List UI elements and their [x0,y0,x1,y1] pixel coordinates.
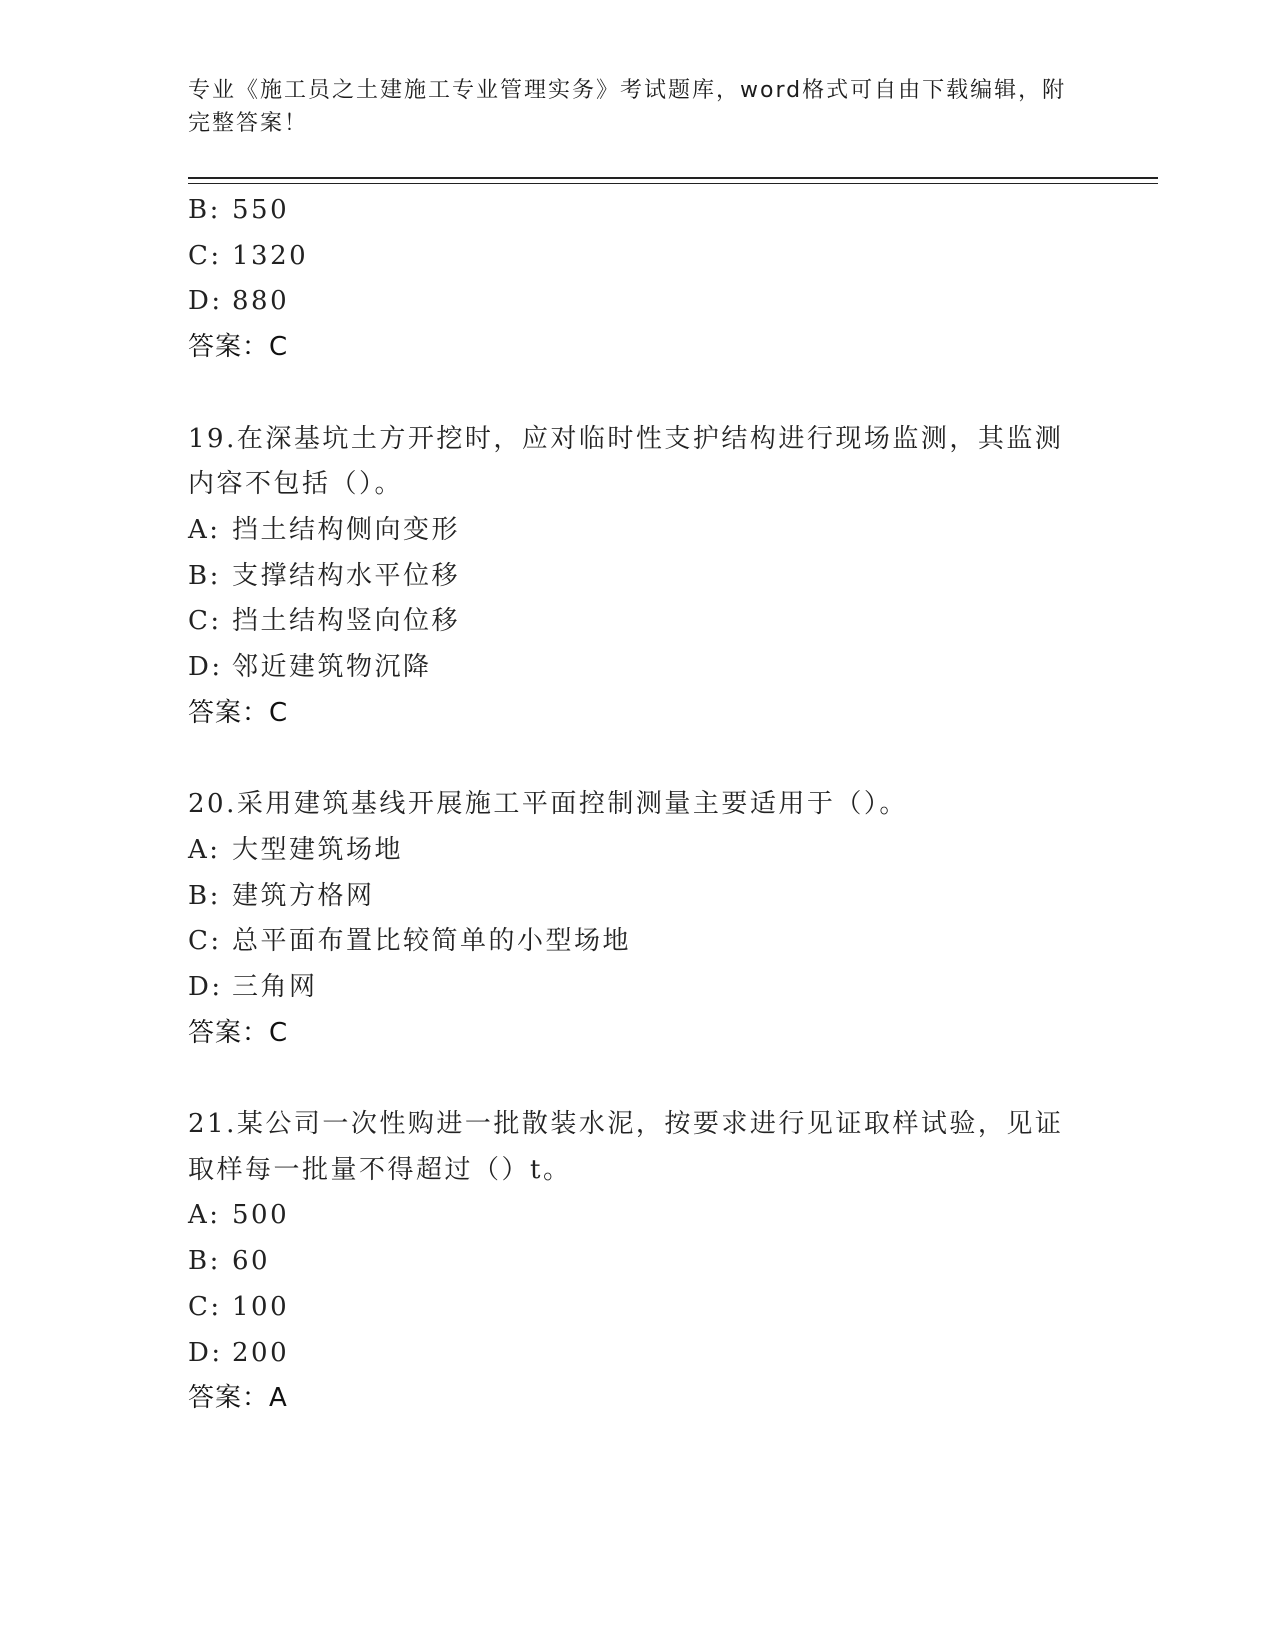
previous-question-tail [188,188,1088,371]
answer-line: 答案：C [188,332,289,363]
answer-line: 答案：A [188,1383,288,1414]
option-c: C: 挡土结构竖向位移 [188,606,461,637]
question-stem-line: 19.在深基坑土方开挖时，应对临时性支护结构进行现场监测，其监测 [188,423,1064,454]
question-stem-line: 内容不包括（）。 [188,469,404,500]
option-c: C: 1320 [188,240,309,271]
option-a: A: 500 [188,1200,290,1231]
question-stem-line: 20.采用建筑基线开展施工平面控制测量主要适用于（）。 [188,789,908,820]
header-divider-thin [188,183,1158,184]
option-b: B: 550 [188,195,290,225]
option-c: C: 总平面布置比较简单的小型场地 [188,926,632,957]
option-d: D: 三角网 [188,971,318,1002]
document-header: 专业《施工员之土建施工专业管理实务》考试题库，word格式可自由下载编辑，附完整答案！ [188,78,1067,136]
option-c: C: 100 [188,1291,290,1322]
option-d: D: 200 [188,1337,290,1368]
option-d: D: 邻近建筑物沉降 [188,652,432,683]
question-list [188,188,1088,1422]
option-b: B: 60 [188,1246,271,1277]
answer-line: 答案：C [188,1017,289,1048]
answer-line: 答案：C [188,697,289,728]
header-divider-thick [188,177,1158,179]
option-a: A: 大型建筑场地 [188,834,404,865]
question-21 [188,1102,1088,1422]
question-19 [188,417,1088,737]
option-b: B: 建筑方格网 [188,880,375,911]
question-stem-line: 取样每一批量不得超过（）t。 [188,1154,572,1185]
question-stem-line: 21.某公司一次性购进一批散装水泥，按要求进行见证取样试验，见证 [188,1109,1064,1140]
question-20 [188,782,1088,1056]
option-d: D: 880 [188,286,290,317]
option-a: A: 挡土结构侧向变形 [188,514,461,545]
option-b: B: 支撑结构水平位移 [188,560,461,591]
